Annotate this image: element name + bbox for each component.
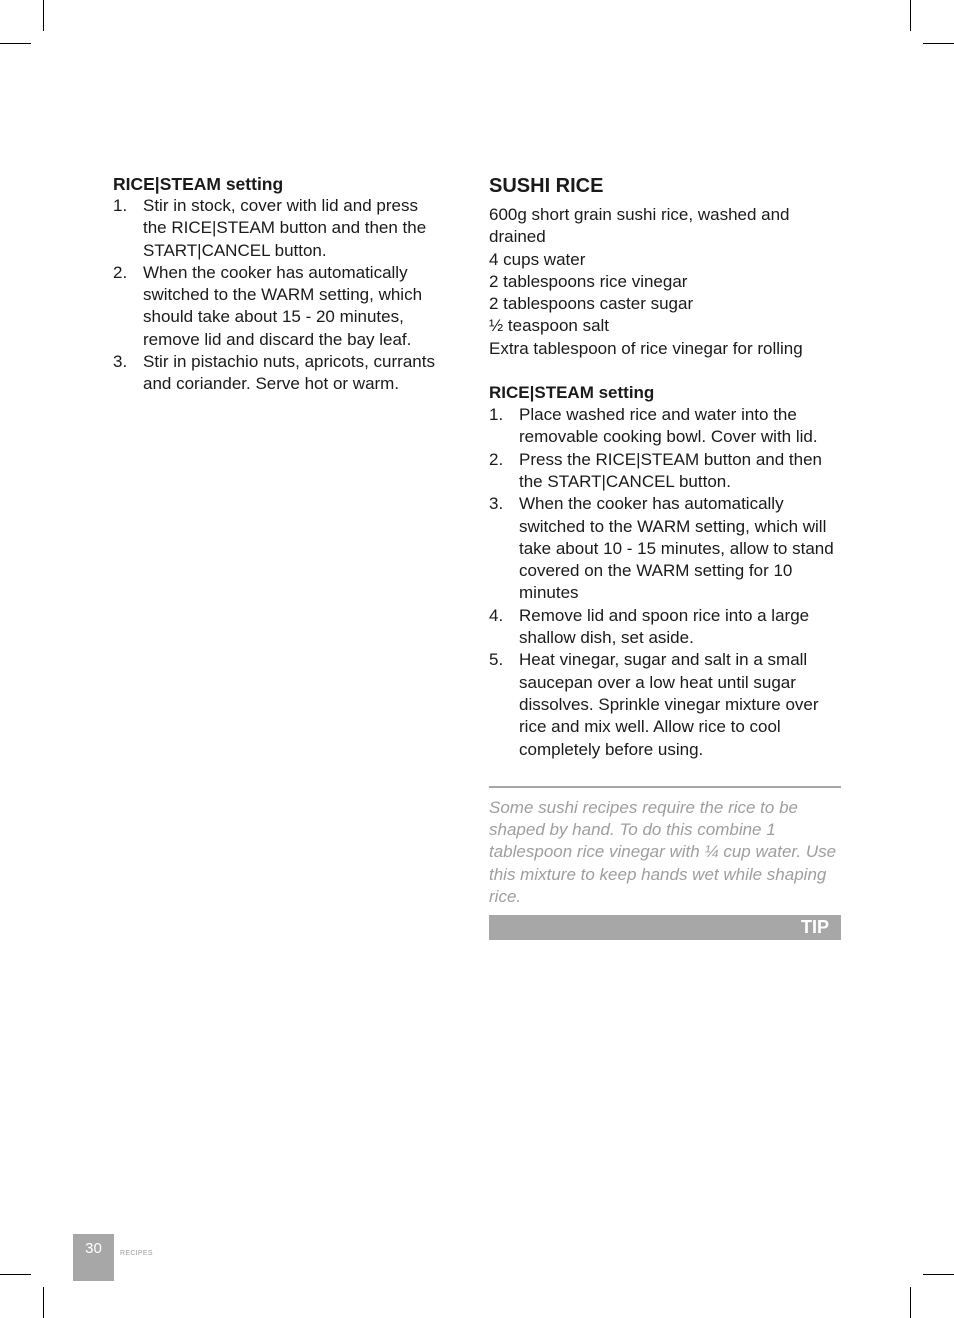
crop-mark — [923, 1274, 954, 1275]
method-step: 4. Remove lid and spoon rice into a large shallow dish, set aside. — [489, 605, 810, 648]
crop-mark — [0, 43, 31, 44]
tip-divider — [489, 786, 841, 788]
crop-mark — [0, 1274, 31, 1275]
method-steps — [113, 195, 445, 396]
method-step: 3. When the cooker has automatically switched to the WARM setting, which will take about 10 - 15 minutes, allow to stand covered on the WARM setting for 10 minutes — [489, 494, 834, 603]
ingredient-item: 600g short grain sushi rice, washed and drained — [489, 205, 790, 247]
ingredient-item: 4 cups water — [489, 249, 586, 269]
method-subheading: RICE|STEAM setting — [489, 383, 655, 403]
method-step: 1. Stir in stock, cover with lid and press the RICE|STEAM button and then the START|CANCEL button. — [113, 196, 427, 260]
section-label: RECIPES — [120, 1250, 153, 1257]
crop-mark — [923, 43, 954, 44]
method-steps — [489, 404, 841, 761]
tip-text: Some sushi recipes require the rice to be shaped by hand. To do this combine 1 tablespoon rice vinegar with ¼ cup water. Use this mixture to keep hands wet while shaping rice. — [489, 797, 837, 907]
ingredient-item: 2 tablespoons rice vinegar — [489, 271, 688, 291]
method-subheading: RICE|STEAM setting — [113, 174, 284, 194]
ingredient-item: 2 tablespoons caster sugar — [489, 294, 694, 314]
ingredient-list — [489, 204, 841, 360]
page-number: 30 — [73, 1234, 114, 1281]
method-step: 1. Place washed rice and water into the removable cooking bowl. Cover with lid. — [489, 405, 818, 447]
right-column — [489, 173, 841, 940]
tip-label: TIP — [800, 917, 829, 938]
method-step: 5. Heat vinegar, sugar and salt in a small saucepan over a low heat until sugar dissolves. Sprinkle vinegar mixture over rice and mix well. Allow rice to cool completely before using. — [489, 650, 819, 759]
left-column — [113, 173, 445, 396]
crop-mark — [910, 0, 911, 31]
method-step: 3. Stir in pistachio nuts, apricots, currants and coriander. Serve hot or warm. — [113, 352, 435, 394]
method-step: 2. When the cooker has automatically switched to the WARM setting, which should take about 15 - 20 minutes, remove lid and discard the bay leaf. — [113, 262, 423, 349]
ingredient-item: Extra tablespoon of rice vinegar for rolling — [489, 338, 803, 358]
tip-label-bar — [489, 915, 841, 940]
crop-mark — [910, 1287, 911, 1318]
method-step: 2. Press the RICE|STEAM button and then the START|CANCEL button. — [489, 449, 823, 491]
crop-mark — [43, 1287, 44, 1318]
ingredient-item: ½ teaspoon salt — [489, 316, 610, 336]
recipe-title: SUSHI RICE — [489, 175, 604, 197]
crop-mark — [43, 0, 44, 31]
